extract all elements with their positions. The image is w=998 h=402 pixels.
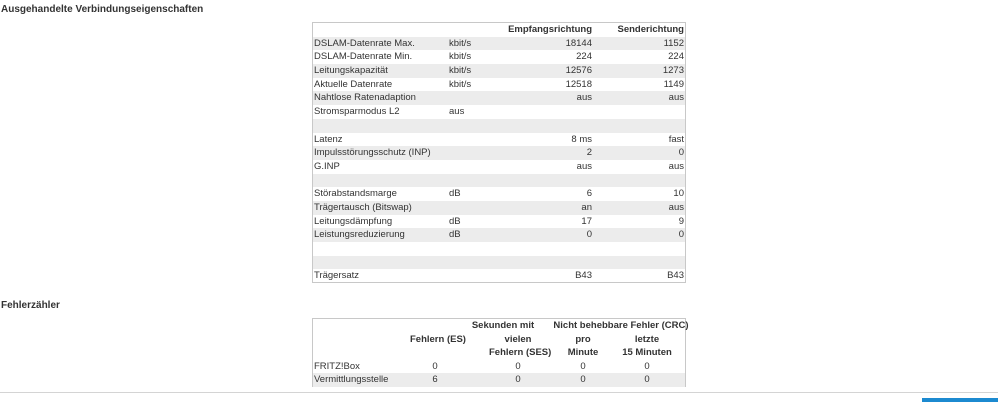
- header-ses-line2: Fehlern (SES): [489, 347, 552, 358]
- row-label: Vermittlungsstelle: [314, 374, 389, 385]
- table-row: [313, 256, 685, 270]
- row-send-value: aus: [668, 160, 684, 172]
- row-send-value: 1149: [663, 78, 684, 90]
- row-send-value: 10: [673, 188, 684, 200]
- table-row: [313, 187, 685, 201]
- row-unit: kbit/s: [449, 78, 472, 90]
- row-label: Aktuelle Datenrate: [314, 78, 393, 90]
- table-row: [313, 133, 685, 147]
- row-receive-value: 0: [586, 229, 592, 241]
- header-group-seconds-with: Sekunden mit: [471, 320, 535, 331]
- table-row: [313, 64, 685, 78]
- header-pro-line2: Minute: [567, 347, 599, 358]
- row-unit: dB: [449, 215, 461, 227]
- row-receive-value: 12576: [565, 65, 592, 77]
- table-row: [313, 269, 685, 283]
- table-row: [313, 228, 685, 242]
- section-title-error-counter: Fehlerzähler: [1, 300, 60, 311]
- row-receive-value: B43: [575, 270, 592, 282]
- header-group-crc-errors: Nicht behebbare Fehler (CRC): [553, 320, 689, 331]
- bottom-divider: [0, 392, 998, 393]
- row-send-value: B43: [667, 270, 684, 282]
- row-label: DSLAM-Datenrate Max.: [314, 37, 415, 49]
- row-receive-value: 12518: [565, 78, 592, 90]
- row-label: FRITZ!Box: [314, 360, 360, 372]
- row-label: Stromsparmodus L2: [314, 106, 400, 118]
- error-header-group-row: [313, 319, 689, 333]
- table-row: [313, 201, 685, 215]
- row-unit: dB: [449, 188, 461, 200]
- row-unit: kbit/s: [449, 51, 472, 63]
- error-table-row: [313, 360, 685, 374]
- row-receive-value: 2: [586, 147, 592, 159]
- header-last-line2: 15 Minuten: [622, 347, 672, 358]
- header-send-direction: Senderichtung: [617, 24, 684, 35]
- error-header-row-1: [313, 333, 685, 347]
- row-send-value: 9: [678, 215, 684, 227]
- error-counter-table: [312, 318, 689, 387]
- row-unit: kbit/s: [449, 65, 472, 77]
- table-row: [313, 160, 685, 174]
- row-label: Nahtlose Ratenadaption: [314, 92, 416, 104]
- row-label: Latenz: [314, 133, 343, 145]
- error-header-row-2: [313, 346, 685, 360]
- row-receive-value: 8 ms: [571, 133, 592, 145]
- table-row: [313, 146, 685, 160]
- row-send-value: 0: [678, 229, 684, 241]
- table-row: [313, 78, 685, 92]
- row-pro-minute-value: 0: [580, 360, 586, 372]
- row-receive-value: an: [581, 201, 592, 213]
- table-row: [313, 50, 685, 64]
- row-es-value: 0: [432, 360, 438, 372]
- bottom-accent-bar: [922, 398, 998, 402]
- row-send-value: 0: [678, 147, 684, 159]
- table-row: [313, 119, 685, 133]
- row-unit: aus: [449, 106, 465, 118]
- row-unit: kbit/s: [449, 37, 472, 49]
- header-es: Fehlern (ES): [410, 333, 466, 345]
- row-unit: dB: [449, 229, 461, 241]
- row-receive-value: aus: [576, 160, 592, 172]
- row-ses-value: 0: [515, 374, 521, 385]
- row-last-15min-value: 0: [644, 360, 650, 372]
- error-table-row: [313, 373, 685, 387]
- row-send-value: 1152: [663, 37, 684, 49]
- table-row: [313, 105, 685, 119]
- row-send-value: 224: [668, 51, 684, 63]
- row-send-value: aus: [668, 92, 684, 104]
- row-last-15min-value: 0: [644, 374, 650, 385]
- row-label: Impulsstörungsschutz (INP): [314, 147, 431, 159]
- header-receive-direction: Empfangsrichtung: [508, 24, 592, 35]
- row-receive-value: 6: [586, 188, 592, 200]
- row-label: Trägertausch (Bitswap): [314, 201, 412, 213]
- row-ses-value: 0: [515, 360, 521, 372]
- connection-properties-table: [312, 22, 686, 283]
- row-send-value: aus: [668, 201, 684, 213]
- row-pro-minute-value: 0: [580, 374, 586, 385]
- row-send-value: 1273: [662, 65, 684, 77]
- row-receive-value: aus: [576, 92, 592, 104]
- row-send-value: fast: [668, 133, 684, 145]
- row-receive-value: 18144: [565, 37, 592, 49]
- row-label: Störabstandsmarge: [314, 188, 397, 200]
- table-row: [313, 215, 685, 229]
- section-title-connection-properties: Ausgehandelte Verbindungseigenschaften: [1, 4, 204, 15]
- row-es-value: 6: [432, 374, 438, 385]
- row-receive-value: 224: [576, 51, 592, 63]
- row-label: Leistungsreduzierung: [314, 229, 405, 241]
- table-row: [313, 37, 685, 51]
- table-row: [313, 91, 685, 105]
- table-row: [313, 242, 685, 256]
- row-receive-value: 17: [581, 215, 592, 227]
- header-pro-line1: pro: [575, 333, 591, 345]
- row-label: Leitungsdämpfung: [314, 215, 393, 227]
- row-label: DSLAM-Datenrate Min.: [314, 51, 413, 63]
- row-label: Leitungskapazität: [314, 65, 388, 77]
- header-last-line1: letzte: [634, 333, 660, 345]
- header-ses-line1: vielen: [504, 333, 532, 345]
- table-header-row: [313, 23, 685, 37]
- table-row: [313, 174, 685, 188]
- row-label: Trägersatz: [314, 270, 360, 282]
- row-label: G.INP: [314, 160, 340, 172]
